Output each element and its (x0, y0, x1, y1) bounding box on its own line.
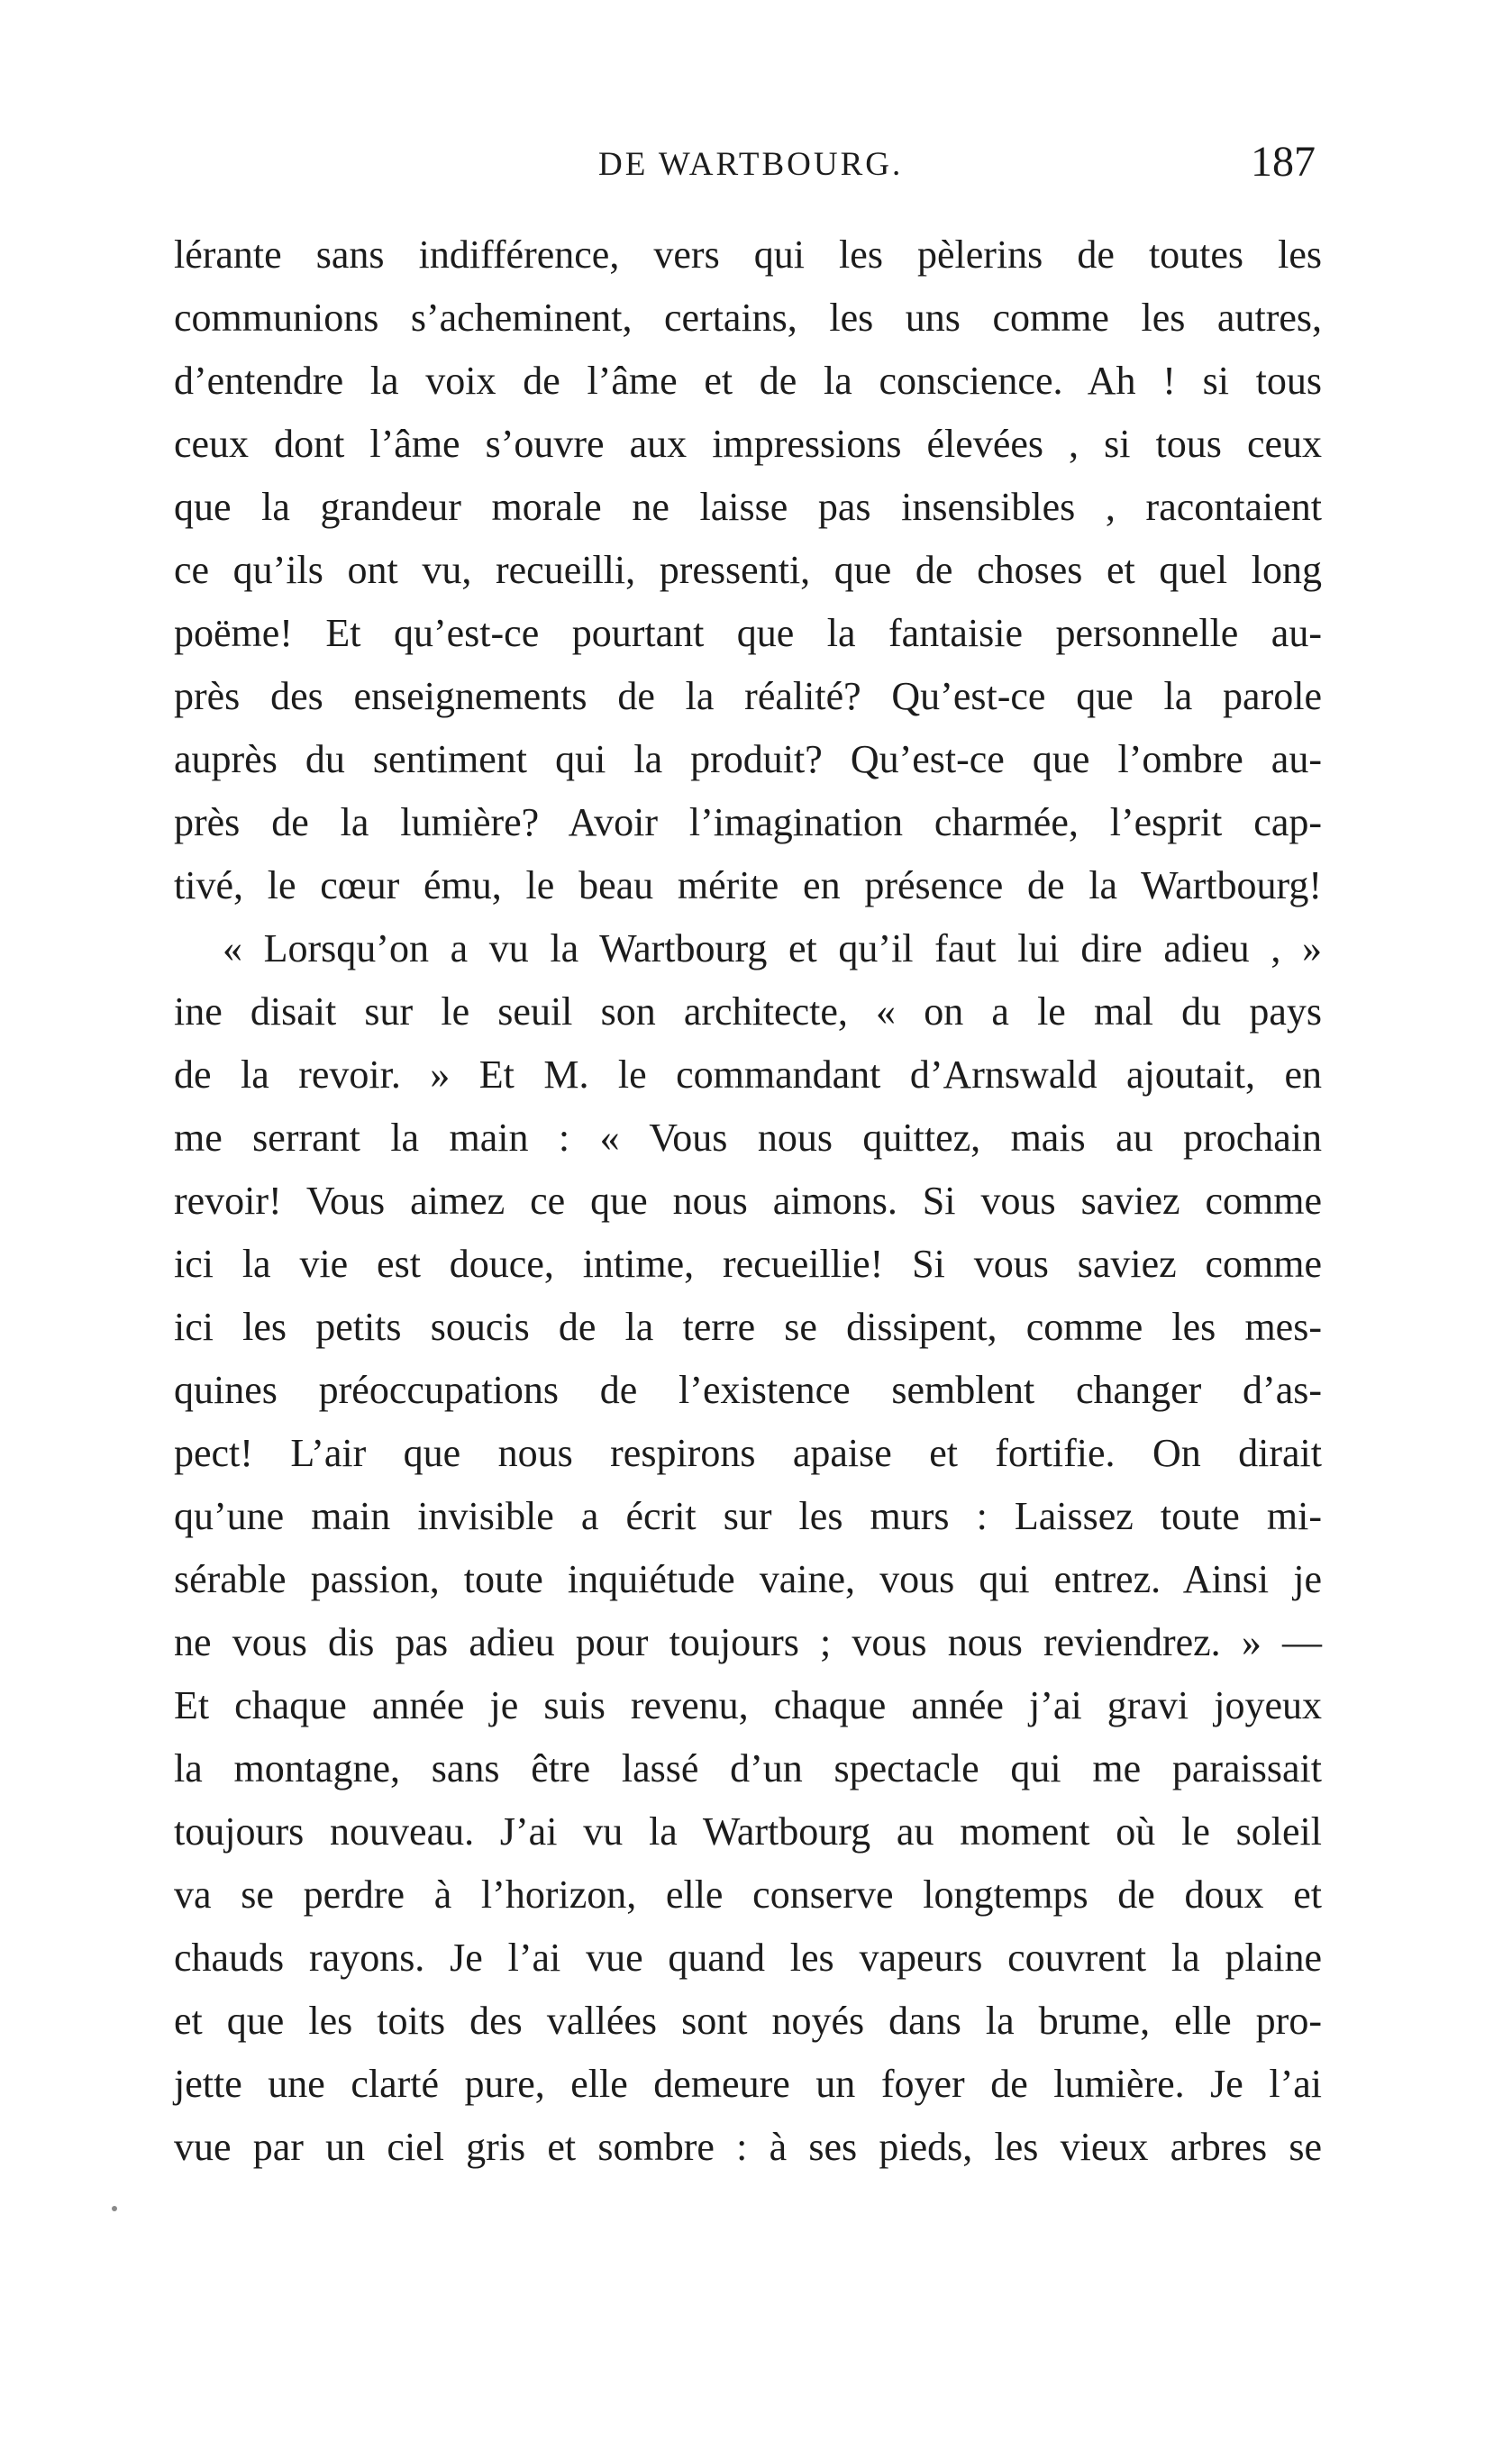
text-line: revoir! Vous aimez ce que nous aimons. Si vous saviez comme (174, 1179, 1322, 1223)
text-line: ine disait sur le seuil son architecte, « on a le mal du pays (174, 989, 1322, 1034)
text-line: ceux dont l’âme s’ouvre aux impressions élevées , si tous ceux (174, 422, 1322, 466)
text-line: quines préoccupations de l’existence semblent changer d’as- (174, 1368, 1322, 1412)
text-line: toujours nouveau. J’ai vu la Wartbourg au moment où le soleil (174, 1809, 1322, 1854)
body-text (174, 223, 1322, 2179)
text-line: la montagne, sans être lassé d’un spectacle qui me paraissait (174, 1746, 1322, 1790)
running-head (0, 138, 1512, 196)
text-line: ici la vie est douce, intime, recueillie! Si vous saviez comme (174, 1242, 1322, 1286)
text-line: et que les toits des vallées sont noyés dans la brume, elle pro- (174, 1999, 1322, 2043)
text-line: pect! L’air que nous respirons apaise et fortifie. On dirait (174, 1431, 1322, 1475)
text-line: Et chaque année je suis revenu, chaque année j’ai gravi joyeux (174, 1683, 1322, 1727)
page-number: 187 (1251, 138, 1316, 186)
text-line: chauds rayons. Je l’ai vue quand les vapeurs couvrent la plaine (174, 1936, 1322, 1980)
text-line: me serrant la main : « Vous nous quittez, mais au prochain (174, 1116, 1322, 1160)
text-line: auprès du sentiment qui la produit? Qu’est-ce que l’ombre au- (174, 737, 1322, 781)
text-line: qu’une main invisible a écrit sur les murs : Laissez toute mi- (174, 1494, 1322, 1538)
text-line: communions s’acheminent, certains, les uns comme les autres, (174, 296, 1322, 340)
text-line: poëme! Et qu’est-ce pourtant que la fantaisie personnelle au- (174, 611, 1322, 655)
text-line: ne vous dis pas adieu pour toujours ; vous nous reviendrez. » — (174, 1620, 1322, 1664)
text-line: jette une clarté pure, elle demeure un foyer de lumière. Je l’ai (174, 2062, 1322, 2106)
text-line: ici les petits soucis de la terre se dissipent, comme les mes- (174, 1305, 1322, 1349)
text-line: ce qu’ils ont vu, recueilli, pressenti, que de choses et quel long (174, 548, 1322, 592)
paragraph-start-line: « Lorsqu’on a vu la Wartbourg et qu’il faut lui dire adieu , » (223, 926, 1322, 970)
running-title: DE WARTBOURG. (598, 146, 904, 183)
text-line: d’entendre la voix de l’âme et de la conscience. Ah ! si tous (174, 359, 1322, 403)
text-line: va se perdre à l’horizon, elle conserve longtemps de doux et (174, 1872, 1322, 1917)
text-line: tivé, le cœur ému, le beau mérite en présence de la Wartbourg! (174, 863, 1322, 907)
text-line: que la grandeur morale ne laisse pas insensibles , racontaient (174, 485, 1322, 529)
text-line: sérable passion, toute inquiétude vaine, vous qui entrez. Ainsi je (174, 1557, 1322, 1601)
text-line: de la revoir. » Et M. le commandant d’Arnswald ajoutait, en (174, 1052, 1322, 1097)
text-line: près de la lumière? Avoir l’imagination charmée, l’esprit cap- (174, 800, 1322, 844)
ink-speck (112, 2206, 117, 2211)
text-line: vue par un ciel gris et sombre : à ses pieds, les vieux arbres se (174, 2125, 1322, 2169)
text-line: près des enseignements de la réalité? Qu’est-ce que la parole (174, 674, 1322, 718)
text-line: lérante sans indifférence, vers qui les pèlerins de toutes les (174, 232, 1322, 277)
